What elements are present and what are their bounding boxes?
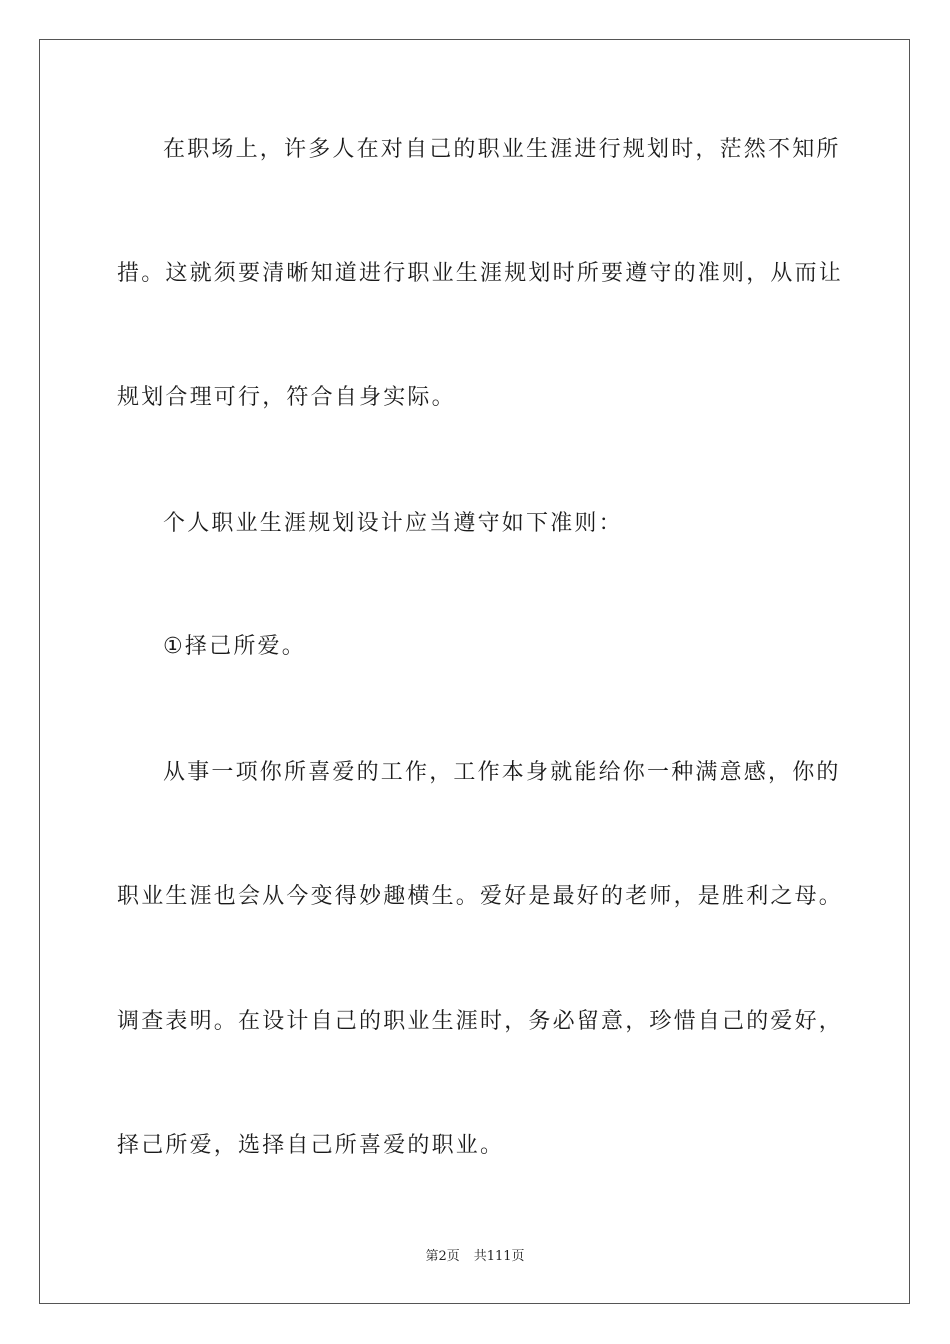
paragraph-line: 在职场上，许多人在对自己的职业生涯进行规划时，茫然不知所 (163, 137, 841, 162)
paragraph-line: 从事一项你所喜爱的工作，工作本身就能给你一种满意感，你的 (163, 760, 841, 785)
list-item-heading: ①择己所爱。 (163, 634, 306, 659)
paragraph-line: 规划合理可行，符合自身实际。 (117, 385, 456, 410)
paragraph-line: 措。这就须要清晰知道进行职业生涯规划时所要遵守的准则，从而让 (117, 261, 844, 286)
page-frame (39, 39, 910, 1304)
paragraph-line: 调查表明。在设计自己的职业生涯时，务必留意，珍惜自己的爱好， (117, 1009, 844, 1034)
paragraph-line: 个人职业生涯规划设计应当遵守如下准则： (163, 511, 623, 536)
page-footer (0, 1249, 950, 1265)
paragraph-line: 择己所爱，选择自己所喜爱的职业。 (117, 1133, 505, 1158)
page-total: 共111页 (473, 1249, 525, 1264)
paragraph-line: 职业生涯也会从今变得妙趣横生。爱好是最好的老师，是胜利之母。 (117, 884, 844, 909)
page-number: 第2页 (425, 1249, 460, 1264)
